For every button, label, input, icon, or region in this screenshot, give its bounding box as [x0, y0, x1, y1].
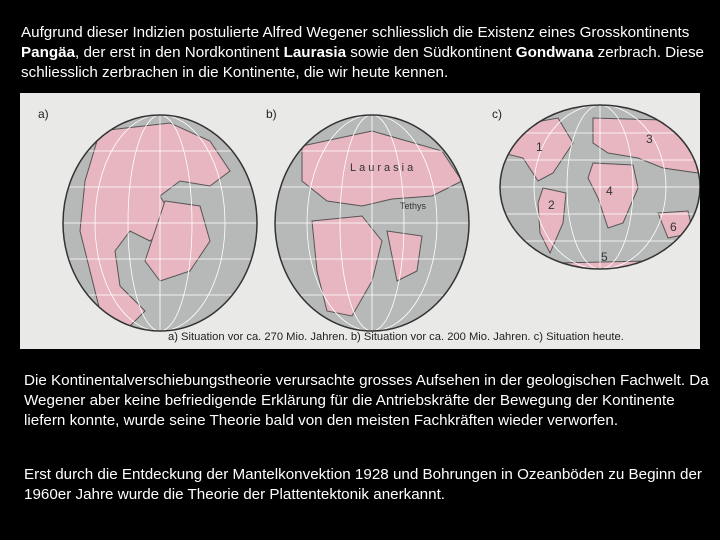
panel-letter-c: c) [492, 107, 502, 121]
label-laurasia: Laurasia [350, 162, 417, 174]
term-pangaea: Pangäa [21, 44, 76, 61]
continental-drift-figure [20, 93, 700, 349]
globe-map-b [272, 111, 472, 335]
intro-part4: zerbrach. Diese schliesslich zerbrachen in die Kontinente, die wir heute kennen. [21, 44, 704, 81]
paragraph-critique: Die Kontinentalverschiebungstheorie verursachte grosses Aufsehen in der geologischen Fachwelt. Da Wegener aber keine befriedigende Erklärung für die Antriebskräfte der Bewegung der Kontinente liefern konnte, wurde seine Theorie bald von den meisten Fachkräften wieder verworfen. [24, 372, 709, 429]
map-number-4: 4 [606, 184, 613, 198]
intro-part3: sowie den Südkontinent [346, 44, 516, 61]
map-number-2: 2 [548, 198, 555, 212]
globe-map-a [60, 111, 260, 335]
intro-part2: , der erst in den Nordkontinent [75, 44, 284, 61]
intro-text [21, 23, 711, 83]
intro-part1: Aufgrund dieser Indizien postulierte Alfred Wegener schliesslich die Existenz eines Grosskontinents [21, 24, 690, 41]
globe-map-c [498, 103, 700, 271]
term-laurasia: Laurasia [283, 44, 347, 61]
figure-caption: a) Situation vor ca. 270 Mio. Jahren. b) Situation vor ca. 200 Mio. Jahren. c) Situation heute. [168, 331, 624, 343]
map-number-6: 6 [670, 220, 677, 234]
map-number-5: 5 [601, 250, 608, 264]
paragraph-acceptance: Erst durch die Entdeckung der Mantelkonvektion 1928 und Bohrungen in Ozeanböden zu Beginn der 1960er Jahre wurde die Theorie der Plattentektonik anerkannt. [24, 466, 702, 503]
map-number-3: 3 [646, 132, 653, 146]
map-number-1: 1 [536, 140, 543, 154]
label-tethys: Tethys [400, 201, 427, 211]
term-gondwana: Gondwana [515, 44, 594, 61]
panel-letter-b: b) [266, 107, 277, 121]
panel-letter-a: a) [38, 107, 49, 121]
